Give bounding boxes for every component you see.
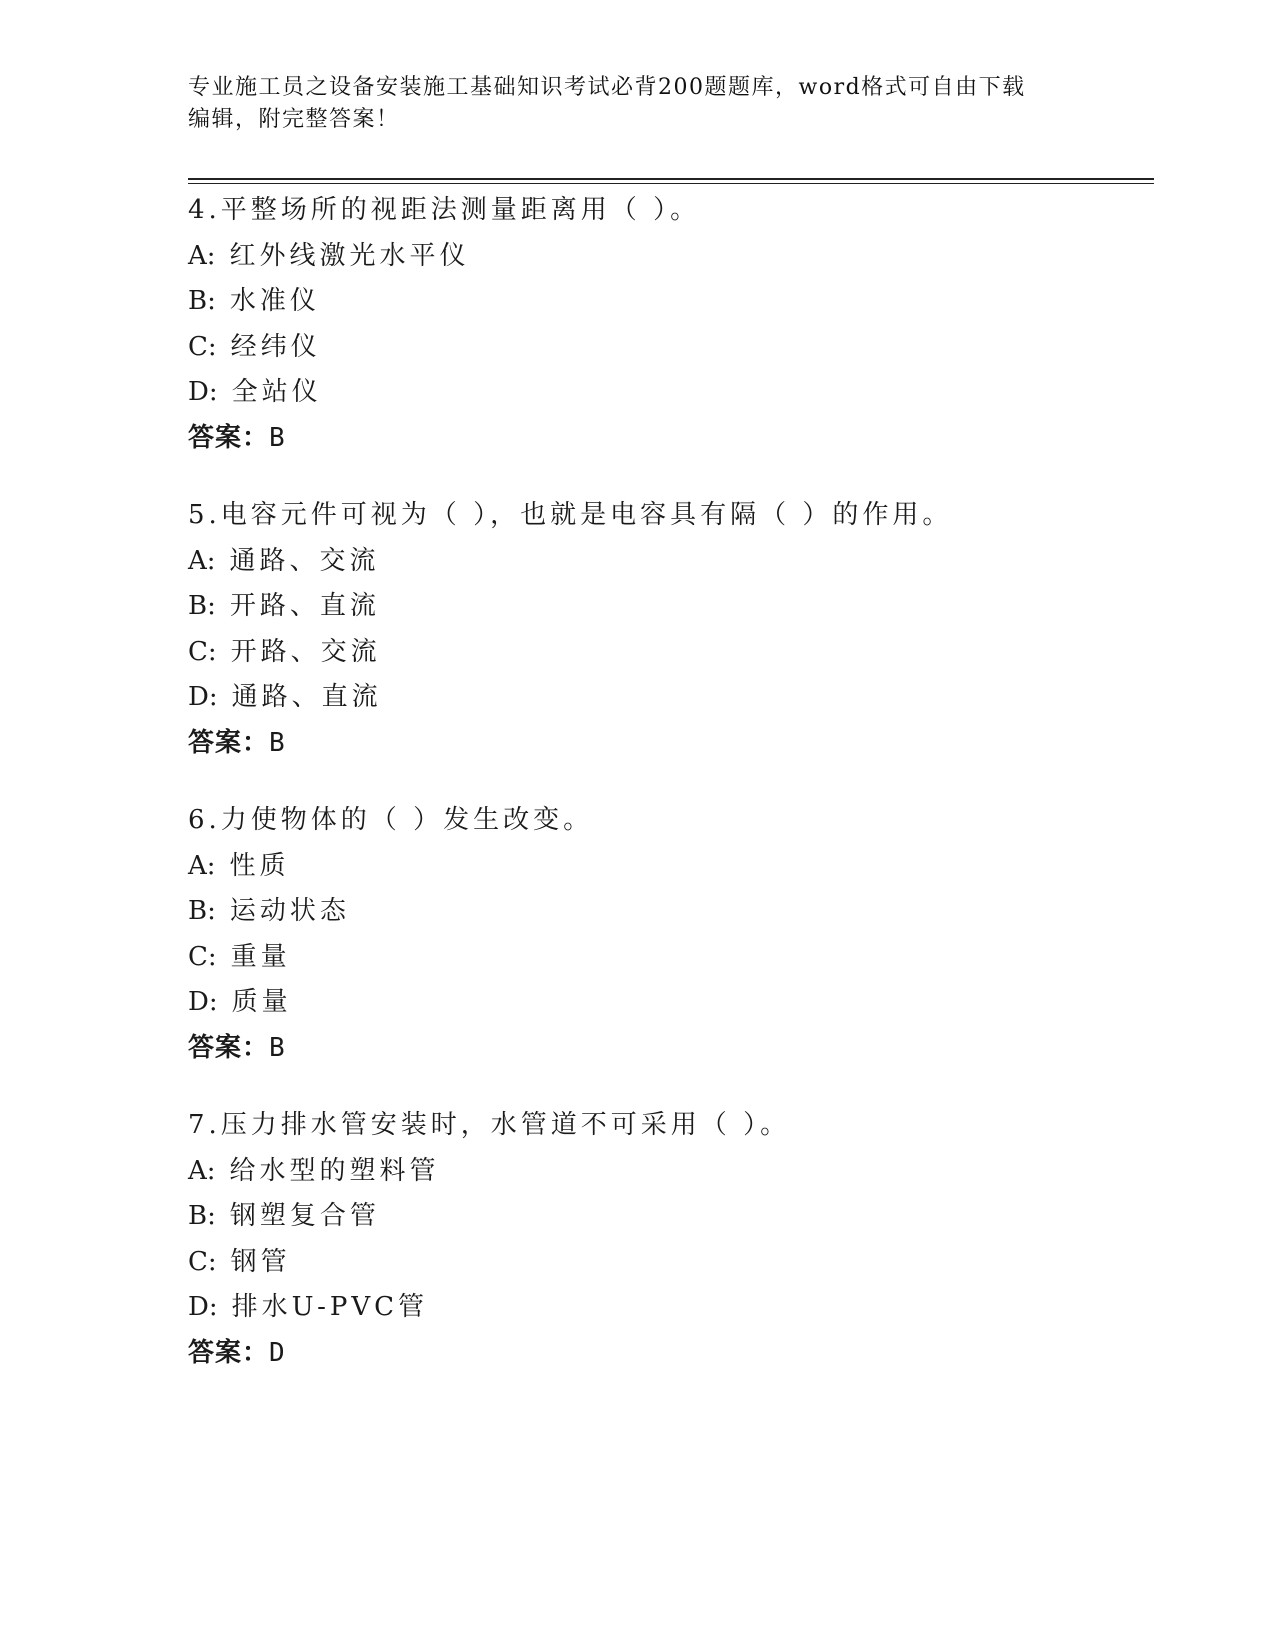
header-divider-thick [188, 178, 1154, 180]
option-a: A: 给水型的塑料管 [188, 1155, 440, 1186]
answer-value: B [269, 727, 286, 758]
option-b: B: 钢塑复合管 [188, 1201, 380, 1231]
question-stem: 7.压力排水管安装时，水管道不可采用（ ）。 [188, 1110, 791, 1140]
option-text: 经纬仪 [230, 331, 321, 362]
question-stem: 5.电容元件可视为（ ），也就是电容具有隔（ ）的作用。 [188, 500, 953, 530]
question-block [188, 1103, 1148, 1376]
question-block [188, 493, 1148, 766]
option-key: C [188, 941, 208, 972]
option-key: D [188, 682, 209, 712]
option-a: A: 性质 [188, 850, 290, 881]
answer-value: D [269, 1337, 286, 1368]
option-key: D [188, 377, 209, 407]
option-b: B: 水准仪 [188, 286, 320, 316]
option-c: C: 重量 [188, 941, 291, 972]
question-stem: 4.平整场所的视距法测量距离用（ ）。 [188, 195, 701, 225]
option-b: B: 运动状态 [188, 896, 350, 926]
answer-line [188, 1026, 1148, 1072]
option-key: C [188, 1246, 208, 1277]
option-text: 给水型的塑料管 [229, 1155, 440, 1186]
question-block [188, 798, 1148, 1071]
option-key: C [188, 331, 208, 362]
option-a: A: 红外线激光水平仪 [188, 240, 470, 271]
answer-label: 答案： [188, 727, 270, 758]
document-header [188, 72, 1088, 136]
question-stem: 6.力使物体的（ ）发生改变。 [188, 805, 594, 835]
option-text: 开路、交流 [230, 636, 381, 667]
option-key: B [188, 896, 208, 926]
header-line-2: 编辑，附完整答案！ [188, 107, 400, 132]
option-key: D [188, 1292, 209, 1322]
option-a: A: 通路、交流 [188, 545, 380, 576]
option-text: 钢管 [230, 1246, 291, 1277]
answer-value: B [269, 1032, 286, 1063]
option-d: D: 排水U-PVC管 [188, 1292, 429, 1322]
option-d: D: 质量 [188, 987, 292, 1017]
option-key: B [188, 591, 208, 621]
answer-label: 答案： [188, 1337, 270, 1368]
option-text: 钢塑复合管 [229, 1201, 380, 1231]
header-divider-thin [188, 183, 1154, 184]
option-d: D: 通路、直流 [188, 682, 382, 712]
option-key: A [188, 240, 207, 271]
option-key: B [188, 286, 208, 316]
header-line-1: 专业施工员之设备安装施工基础知识考试必背200题题库，word格式可自由下载 [188, 75, 1026, 100]
answer-line [188, 1331, 1148, 1377]
option-key: A [188, 545, 207, 576]
option-text: 水准仪 [229, 286, 320, 316]
option-text: 排水U-PVC管 [231, 1292, 429, 1322]
answer-value: B [269, 422, 286, 453]
option-c: C: 开路、交流 [188, 636, 381, 667]
answer-line [188, 416, 1148, 462]
question-block [188, 188, 1148, 461]
option-c: C: 钢管 [188, 1246, 291, 1277]
option-key: A [188, 850, 207, 881]
option-text: 性质 [229, 850, 290, 881]
option-key: C [188, 636, 208, 667]
answer-label: 答案： [188, 1032, 270, 1063]
option-text: 通路、直流 [231, 682, 382, 712]
option-key: B [188, 1201, 208, 1231]
option-text: 全站仪 [231, 377, 322, 407]
option-text: 质量 [231, 987, 292, 1017]
answer-label: 答案： [188, 422, 270, 453]
option-b: B: 开路、直流 [188, 591, 380, 621]
option-d: D: 全站仪 [188, 377, 322, 407]
option-text: 开路、直流 [229, 591, 380, 621]
option-text: 重量 [230, 941, 291, 972]
option-text: 运动状态 [229, 896, 350, 926]
option-key: D [188, 987, 209, 1017]
option-c: C: 经纬仪 [188, 331, 321, 362]
answer-line [188, 721, 1148, 767]
option-text: 红外线激光水平仪 [229, 240, 470, 271]
option-key: A [188, 1155, 207, 1186]
option-text: 通路、交流 [229, 545, 380, 576]
